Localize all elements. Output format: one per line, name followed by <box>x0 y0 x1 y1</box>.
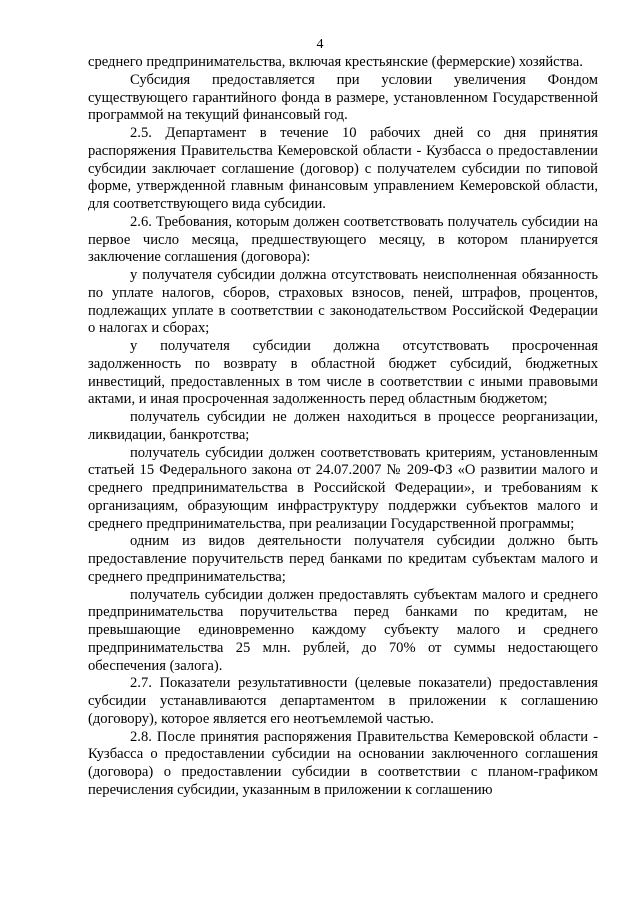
paragraph-requirement-taxes: у получателя субсидии должна отсутствовать неисполненная обязанность по уплате налогов, сборов, страховых взносов, пеней, штрафов, процентов, подлежащих уплате в соответствии с законодательством Российской Федерации о налогах и сборах; <box>88 267 598 337</box>
paragraph-subsidy-condition: Субсидия предоставляется при условии увеличения Фондом существующего гарантийного фонда в размере, установленном Государственной программой на текущий финансовый год. <box>88 71 598 124</box>
paragraph-requirement-criteria: получатель субсидии должен соответствовать критериям, установленным статьей 15 Федерального закона от 24.07.2007 № 209-ФЗ «О развитии малого и среднего предпринимательства в Российской Федерации», и требованиям к организациям, образующим инфраструктуру поддержки субъектов малого и среднего предпринимательства, при реализации Государственной программы; <box>88 444 598 532</box>
page-number: 4 <box>316 37 324 52</box>
paragraph-continuation: среднего предпринимательства, включая крестьянские (фермерские) хозяйства. <box>88 54 583 70</box>
paragraph-requirement-guarantees: получатель субсидии должен предоставлять субъектам малого и среднего предпринимательства поручительства перед банками по кредитам, не превышающие единовременно каждому субъекту малого и среднего предпринимательства 25 млн. рублей, до 70% от суммы недостающего обеспечения (залога). <box>88 586 598 674</box>
paragraph-2-6: 2.6. Требования, которым должен соответствовать получатель субсидии на первое число месяца, предшествующего месяцу, в котором планируется заключение соглашения (договора): <box>88 213 598 266</box>
paragraph-requirement-debt: у получателя субсидии должна отсутствовать просроченная задолженность по возврату в областной бюджет субсидий, бюджетных инвестиций, предоставленных в том числе в соответствии с иными правовыми актами, и иная просроченная задолженность перед областным бюджетом; <box>88 338 598 408</box>
document-body <box>88 54 598 800</box>
paragraph-requirement-activity: одним из видов деятельности получателя субсидии должно быть предоставление поручительств перед банками по кредитам субъектам малого и среднего предпринимательства; <box>88 533 598 585</box>
paragraph-requirement-reorganization: получатель субсидии не должен находиться в процессе реорганизации, ликвидации, банкротства; <box>88 409 598 443</box>
paragraph-2-7: 2.7. Показатели результативности (целевые показатели) предоставления субсидии устанавливаются департаментом в приложении к соглашению (договору), которое является его неотъемлемой частью. <box>88 675 598 727</box>
paragraph-2-5: 2.5. Департамент в течение 10 рабочих дней со дня принятия распоряжения Правительства Кемеровской области - Кузбасса о предоставлении субсидии заключает соглашение (договор) с получателем субсидии по типовой форме, утвержденной главным финансовым управлением Кемеровской области, для соответствующего вида субсидии. <box>88 125 598 212</box>
paragraph-2-8: 2.8. После принятия распоряжения Правительства Кемеровской области - Кузбасса о предоставлении субсидии на основании заключенного соглашения (договора) о предоставлении субсидии в соответствии с планом-графиком перечисления субсидии, указанным в приложении к соглашению <box>88 728 598 798</box>
